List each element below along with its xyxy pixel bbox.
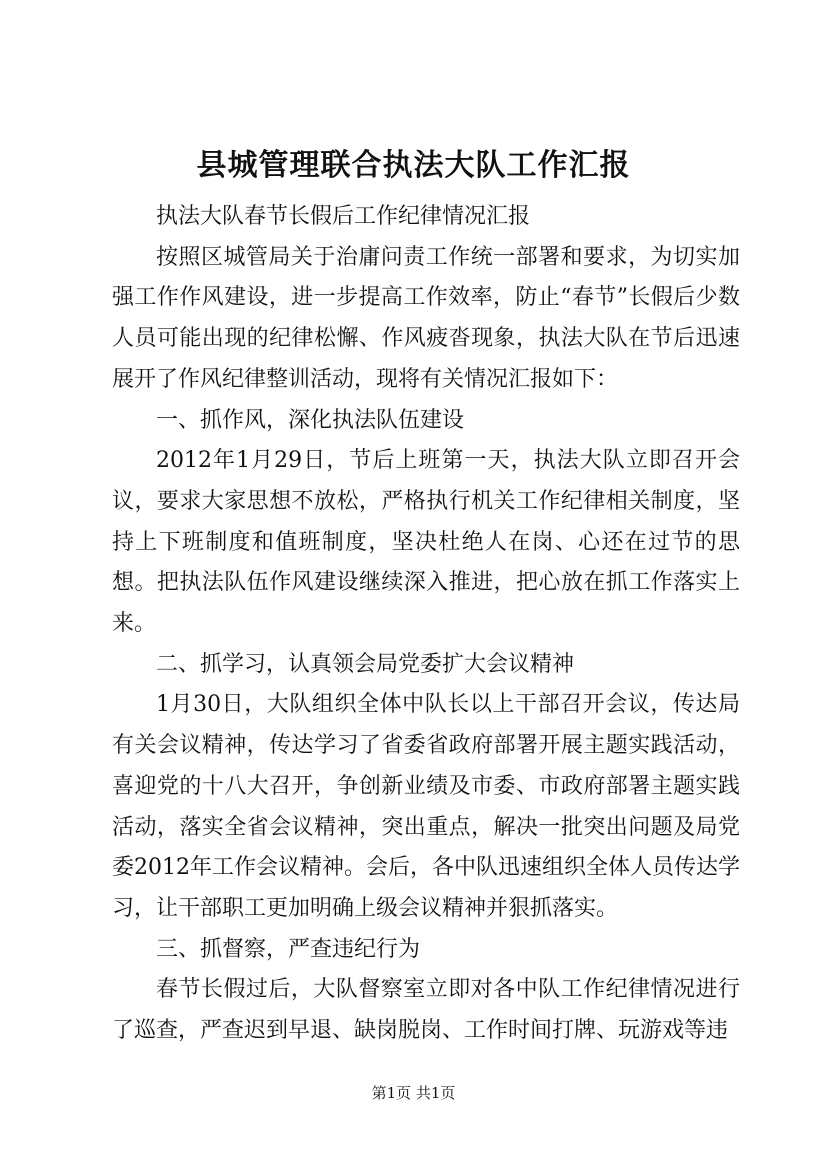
section-2-paragraph: 1月30日，大队组织全体中队长以上干部召开会议，传达局有关会议精神，传达学习了省委省政府部署开展主题实践活动，喜迎党的十八大召开，争创新业绩及市委、市政府部署主题实践活动，落实全省会议精神，突出重点，解决一批突出问题及局党委2012年工作会议精神。会后，各中队迅速组织全体人员传达学习，让干部职工更加明确上级会议精神并狠抓落实。 (112, 692, 740, 921)
intro-paragraph: 按照区城管局关于治庸问责工作统一部署和要求，为切实加强工作作风建设，进一步提高工作效率，防止“春节”长假后少数人员可能出现的纪律松懈、作风疲沓现象，执法大队在节后迅速展开了作风纪律整训活动，现将有关情况汇报如下： (112, 244, 740, 392)
section-heading-3: 三、抓督察，严查违纪行为 (156, 936, 421, 962)
document-title: 县城管理联合执法大队工作汇报 (196, 148, 631, 183)
section-heading-1: 一、抓作风，深化执法队伍建设 (156, 407, 465, 433)
subtitle-paragraph: 执法大队春节长假后工作纪律情况汇报 (156, 204, 531, 229)
section-heading-2: 二、抓学习，认真领会局党委扩大会议精神 (156, 651, 575, 677)
page-number-footer: 第1页 共1页 (371, 1084, 456, 1102)
document-body (112, 197, 740, 1052)
section-3-paragraph: 春节长假过后，大队督察室立即对各中队工作纪律情况进行了巡查，严查迟到早退、缺岗脱岗、工作时间打牌、玩游戏等违 (112, 977, 740, 1044)
section-1-paragraph: 2012年1月29日，节后上班第一天，执法大队立即召开会议，要求大家思想不放松，严格执行机关工作纪律相关制度，坚持上下班制度和值班制度，坚决杜绝人在岗、心还在过节的思想。把执法队伍作风建设继续深入推进，把心放在抓工作落实上来。 (112, 448, 740, 637)
